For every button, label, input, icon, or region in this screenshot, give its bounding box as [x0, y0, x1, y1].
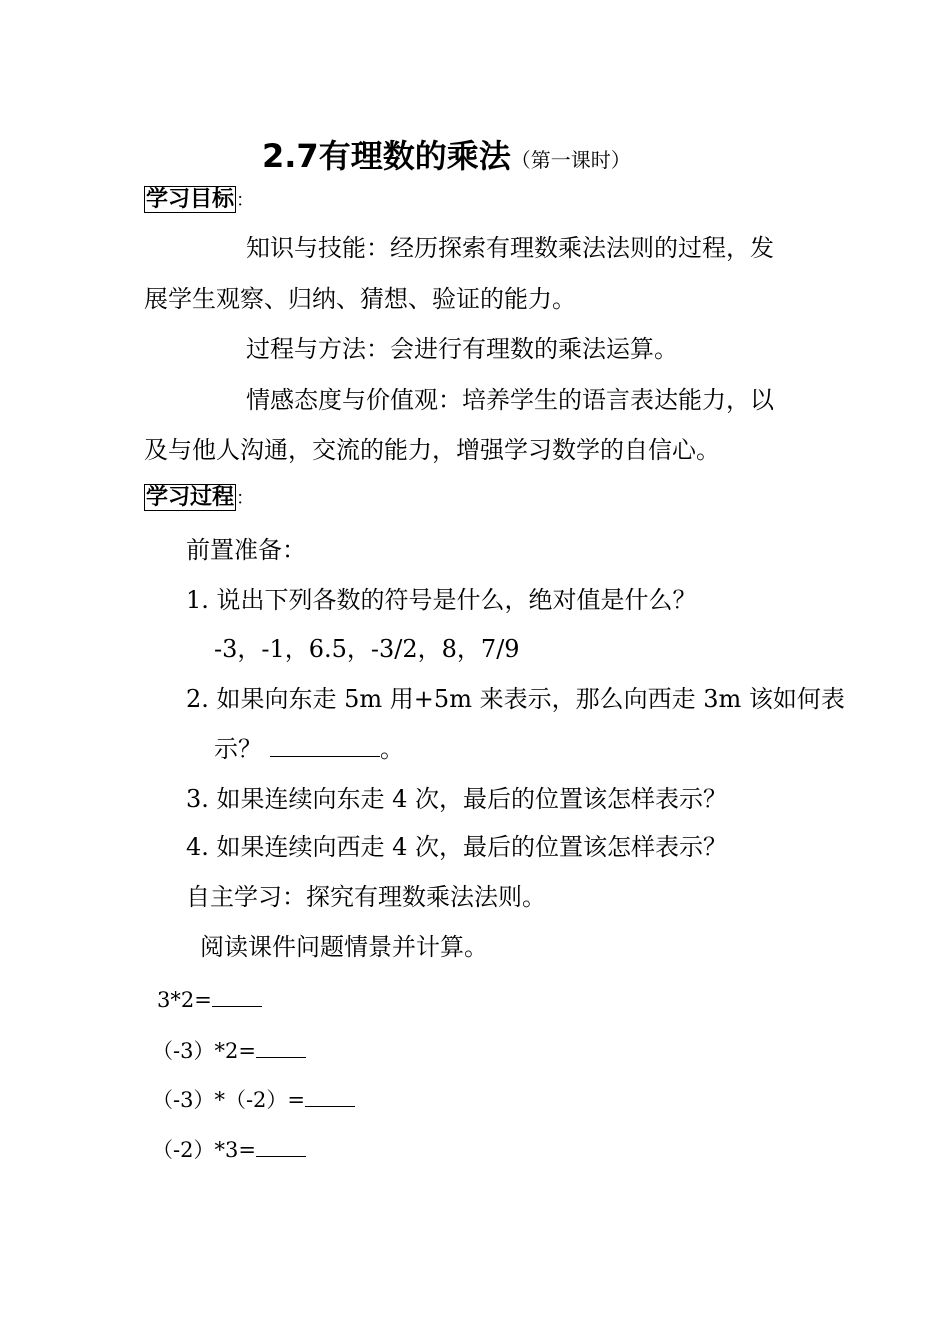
calc-expression-4: （-2）*3= — [152, 1138, 256, 1162]
calc-row-2 — [152, 1035, 306, 1066]
self-study-label: 自主学习：探究有理数乘法法则。 — [186, 883, 546, 911]
calc-blank-3[interactable] — [305, 1084, 355, 1107]
calc-expression-3: （-3）*（-2）= — [152, 1088, 306, 1112]
calc-blank-2[interactable] — [256, 1035, 306, 1058]
page-title — [262, 131, 631, 177]
question-4: 4. 如果连续向西走 4 次，最后的位置该怎样表示？ — [186, 833, 728, 861]
process-method-line: 过程与方法：会进行有理数的乘法运算。 — [246, 335, 678, 363]
calc-row-3 — [152, 1084, 355, 1115]
question-1-values: -3，-1，6.5，-3/2，8，7/9 — [214, 635, 520, 663]
calc-blank-4[interactable] — [256, 1134, 306, 1157]
calc-blank-1[interactable] — [212, 984, 262, 1007]
title-main: 2.7有理数的乘法 — [262, 137, 511, 175]
objectives-heading-colon: ： — [236, 190, 255, 211]
calc-row-4 — [152, 1134, 306, 1165]
process-heading-label: 学习过程 — [146, 485, 235, 510]
knowledge-line-2: 展学生观察、归纳、猜想、验证的能力。 — [144, 285, 576, 313]
calc-expression-2: （-3）*2= — [152, 1039, 256, 1063]
question-1: 1. 说出下列各数的符号是什么，绝对值是什么？ — [186, 586, 697, 614]
objectives-heading — [144, 186, 254, 215]
title-sub: （第一课时） — [510, 148, 631, 172]
question-2-text: 示？ — [214, 735, 262, 763]
emotion-line-2: 及与他人沟通，交流的能力，增强学习数学的自信心。 — [144, 436, 720, 464]
question-3: 3. 如果连续向东走 4 次，最后的位置该怎样表示？ — [186, 785, 728, 813]
question-2-line-2 — [214, 734, 404, 764]
answer-blank[interactable] — [270, 734, 380, 757]
question-2-line-1: 2. 如果向东走 5m 用+5m 来表示，那么向西走 3m 该如何表 — [186, 685, 845, 713]
knowledge-line-1: 知识与技能：经历探索有理数乘法法则的过程，发 — [246, 234, 774, 262]
process-heading — [144, 484, 254, 513]
calc-expression-1: 3*2= — [157, 988, 212, 1012]
process-heading-colon: ： — [236, 488, 255, 509]
emotion-line-1: 情感态度与价值观：培养学生的语言表达能力，以 — [246, 386, 774, 414]
calc-row-1 — [157, 984, 262, 1015]
objectives-heading-label: 学习目标 — [146, 187, 235, 212]
read-instruction: 阅读课件问题情景并计算。 — [200, 933, 488, 961]
prep-label: 前置准备： — [186, 536, 306, 564]
question-2-end: 。 — [380, 735, 404, 763]
